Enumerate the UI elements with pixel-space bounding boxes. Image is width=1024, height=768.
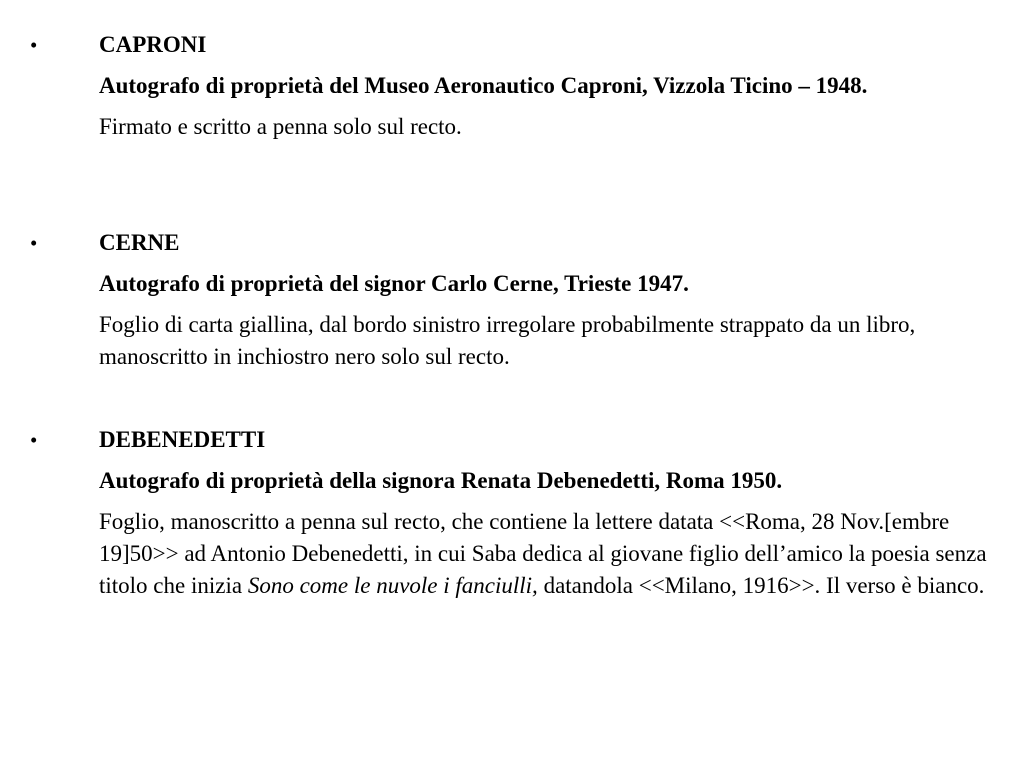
entry-description: Firmato e scritto a penna solo sul recto. [99, 114, 462, 139]
entry-name: DEBENEDETTI [99, 427, 266, 452]
entry-block [99, 426, 999, 602]
entry-block [99, 229, 999, 373]
entry-title: Autografo di proprietà del signor Carlo Cerne, Trieste 1947. [99, 271, 689, 296]
entry-name: CAPRONI [99, 32, 207, 57]
description-text: datandola <<Milano, 1916>>. Il verso è bianco. [537, 573, 985, 598]
entry-block [99, 31, 999, 143]
bullet: • [30, 428, 38, 452]
poem-incipit: Sono come le nuvole i fanciulli, [247, 573, 538, 598]
entry-title: Autografo di proprietà della signora Renata Debenedetti, Roma 1950. [99, 468, 783, 493]
entry-description: Foglio di carta giallina, dal bordo sinistro irregolare probabilmente strappato da un libro, manoscritto in inchiostro nero solo sul recto. [99, 312, 916, 369]
entry-title: Autografo di proprietà del Museo Aeronautico Caproni, Vizzola Ticino – 1948. [99, 73, 868, 98]
bullet: • [30, 231, 38, 255]
entry-name: CERNE [99, 230, 180, 255]
bullet: • [30, 33, 38, 57]
entry-description [99, 506, 999, 602]
description-text: Foglio, manoscritto a penna sul recto, che contiene la lettere datata <<Roma, 28 Nov.[embre 19]50>> ad Antonio Debenedetti, in cui Saba dedica al giovane figlio dell’amico la poesia senza titolo che inizia [99, 509, 987, 598]
